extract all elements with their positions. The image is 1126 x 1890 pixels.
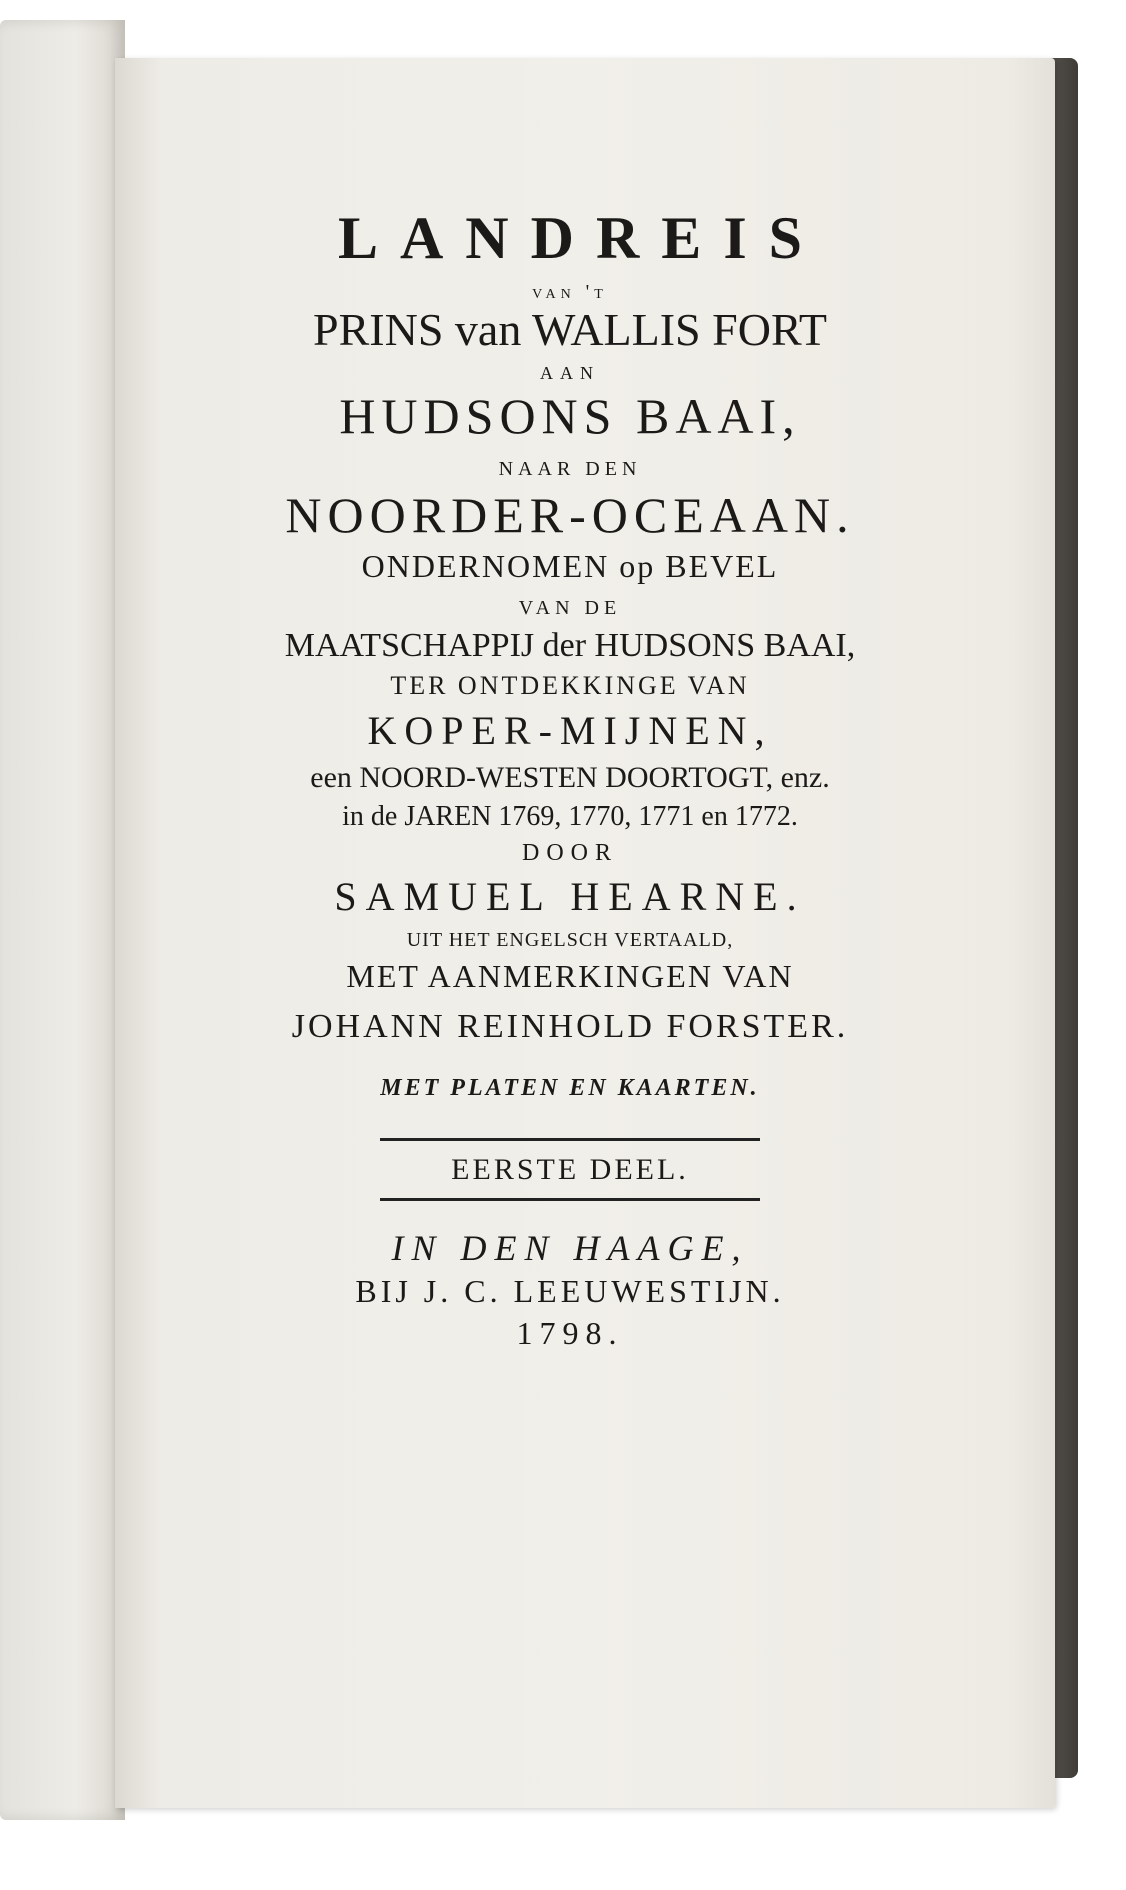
title-line-hudsons: HUDSONS BAAI, — [339, 388, 801, 445]
title-line-naar: NAAR DEN — [498, 458, 642, 481]
divider-rule-bottom — [380, 1198, 760, 1201]
author-name: SAMUEL HEARNE. — [334, 873, 806, 919]
title-line-koper: KOPER-MIJNEN, — [367, 707, 773, 753]
title-line-vande: VAN DE — [518, 596, 622, 619]
imprint-place: IN DEN HAAGE, — [391, 1227, 749, 1268]
title-line-maatschappij: MAATSCHAPPIJ der HUDSONS BAAI, — [284, 626, 856, 664]
facing-page — [0, 20, 125, 1820]
imprint-year: 1798. — [516, 1314, 624, 1351]
title-line-ter: TER ONTDEKKINGE VAN — [390, 670, 750, 700]
title-text-block — [175, 205, 965, 1351]
imprint-publisher: BIJ J. C. LEEUWESTIJN. — [355, 1273, 785, 1310]
title-line-ondernomen: ONDERNOMEN op BEVEL — [361, 548, 779, 585]
title-line-prins: PRINS van WALLIS FORT — [313, 304, 827, 355]
title-line-door: DOOR — [521, 840, 618, 867]
title-line-noorder: NOORDER-OCEAAN. — [285, 487, 855, 544]
annotator-name: JOHANN REINHOLD FORSTER. — [291, 1007, 849, 1045]
plates-note: MET PLATEN EN KAARTEN. — [380, 1075, 760, 1102]
annotations-note: MET AANMERKINGEN VAN — [346, 957, 794, 994]
translation-note: UIT HET ENGELSCH VERTAALD, — [406, 928, 734, 951]
divider-rule-top — [380, 1138, 760, 1141]
title-line-aan: AAN — [540, 362, 600, 383]
volume-label: EERSTE DEEL. — [451, 1152, 689, 1186]
main-title: LANDREIS — [337, 205, 825, 271]
title-line-jaren: in de JAREN 1769, 1770, 1771 en 1772. — [342, 800, 798, 832]
title-line-vant: van 't — [532, 281, 608, 303]
title-line-doortogt: een NOORD-WESTEN DOORTOGT, enz. — [310, 760, 830, 794]
